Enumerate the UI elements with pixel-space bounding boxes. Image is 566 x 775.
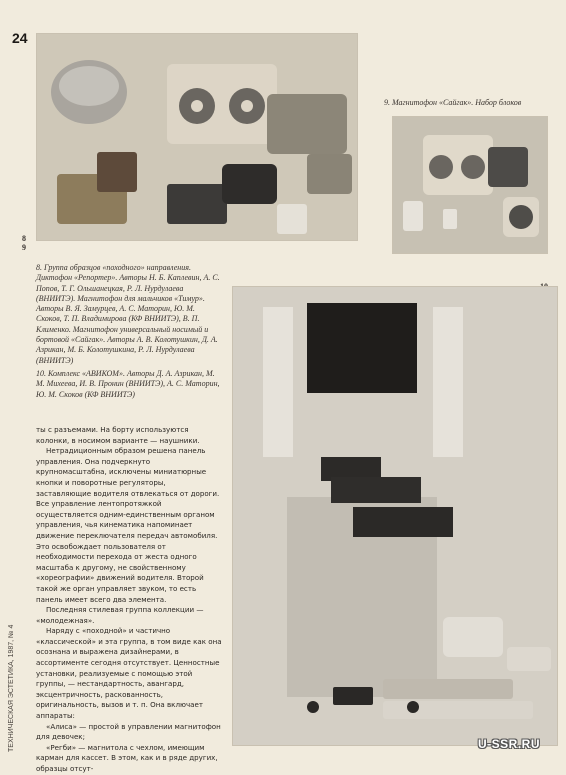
body-paragraph: «Регби» — магнитола с чехлом, имеющим карман для кассет. В этом, как и в ряде других, образцы отсут- [36, 742, 218, 773]
figure-marker-9: 9 [22, 243, 26, 252]
body-paragraph: Наряду с «походной» и частично «классической» и эта группа, в том виде как она осознана и выражена дизайнерами, в ассортименте сегодня отсутствует. Ценностные установки, реализуемые с помощью этой группы, — нестандартность, авангард, эксцентричность, раскованность, оригинальность, вызов и т. п. Она включает аппараты: [36, 626, 222, 721]
photo-figure-9 [392, 116, 548, 254]
site-watermark: U-SSR.RU [478, 737, 541, 751]
body-text [36, 425, 222, 775]
figure-marker-8: 8 [22, 234, 26, 243]
body-paragraph: «Алиса» — простой в управлении магнитофон для девочек; [36, 721, 221, 742]
page-number: 24 [12, 30, 28, 46]
caption-figure-9: 9. Магнитофон «Сайгак». Набор блоков [384, 98, 522, 107]
photo-figure-8 [36, 33, 358, 241]
photo-figure-8-image [37, 34, 357, 240]
side-running-text [6, 556, 18, 756]
captions-block [36, 263, 222, 403]
caption-figure-8: 8. Группа образцов «походного» направления. Диктофон «Репортер». Авторы Н. Б. Каплевин, А. С. Попов, Т. Г. Ольшанецкая, Р. Л. Нурдулаева (ВНИИТЭ). Магнитофон для мальчиков «Тимур». Авторы В. Я. Замурцев, А. С. Маторин, Ю. М. Скоков, Т. П. Владимирова (КФ ВНИИТЭ), В. П. Клименко. Магнитофон универсальный носимый и бортовой «Сайгак». Авторы А. В. Колотушкин, Д. А. Азрикан, М. Б. Колотушкина, Р. Л. Нурдулаева (ВНИИТЭ) [36, 263, 220, 365]
body-paragraph: ты с разъемами. На борту используются колонки, в носимом варианте — наушники. [36, 425, 200, 445]
body-paragraph: Последняя стилевая группа коллекции — «молодежная». [36, 605, 204, 625]
caption-figure-10: 10. Комплекс «АВИКОМ». Авторы Д. А. Азрикан, М. М. Михеева, И. В. Пронин (ВНИИТЭ), А. С. Маторин, Ю. М. Скоков (КФ ВНИИТЭ) [36, 368, 220, 399]
photo-figure-10-image [233, 287, 557, 745]
body-paragraph: Нетрадиционным образом решена панель управления. Она подчеркнуто крупномасштабна, исключены миниатюрные кнопки и поворотные регуляторы, заставляющие водителя отвлекаться от дороги. Все управление лентопротяжкой осуществляется одним-единственным органом управления, чья кинематика напоминает движение переключателя передач автомобиля. Это освобождает пользователя от необходимости перехода от жеста одного масштаба к другому, не свойственному «хореографии» движений водителя. Второй такой же орган управляет звуком, то есть панель имеет всего два элемента. [36, 446, 220, 604]
photo-figure-9-image [393, 117, 547, 253]
photo-figure-10 [232, 286, 558, 746]
journal-issue-label: ТЕХНИЧЕСКАЯ ЭСТЕТИКА, 1987, № 4 [8, 624, 15, 752]
